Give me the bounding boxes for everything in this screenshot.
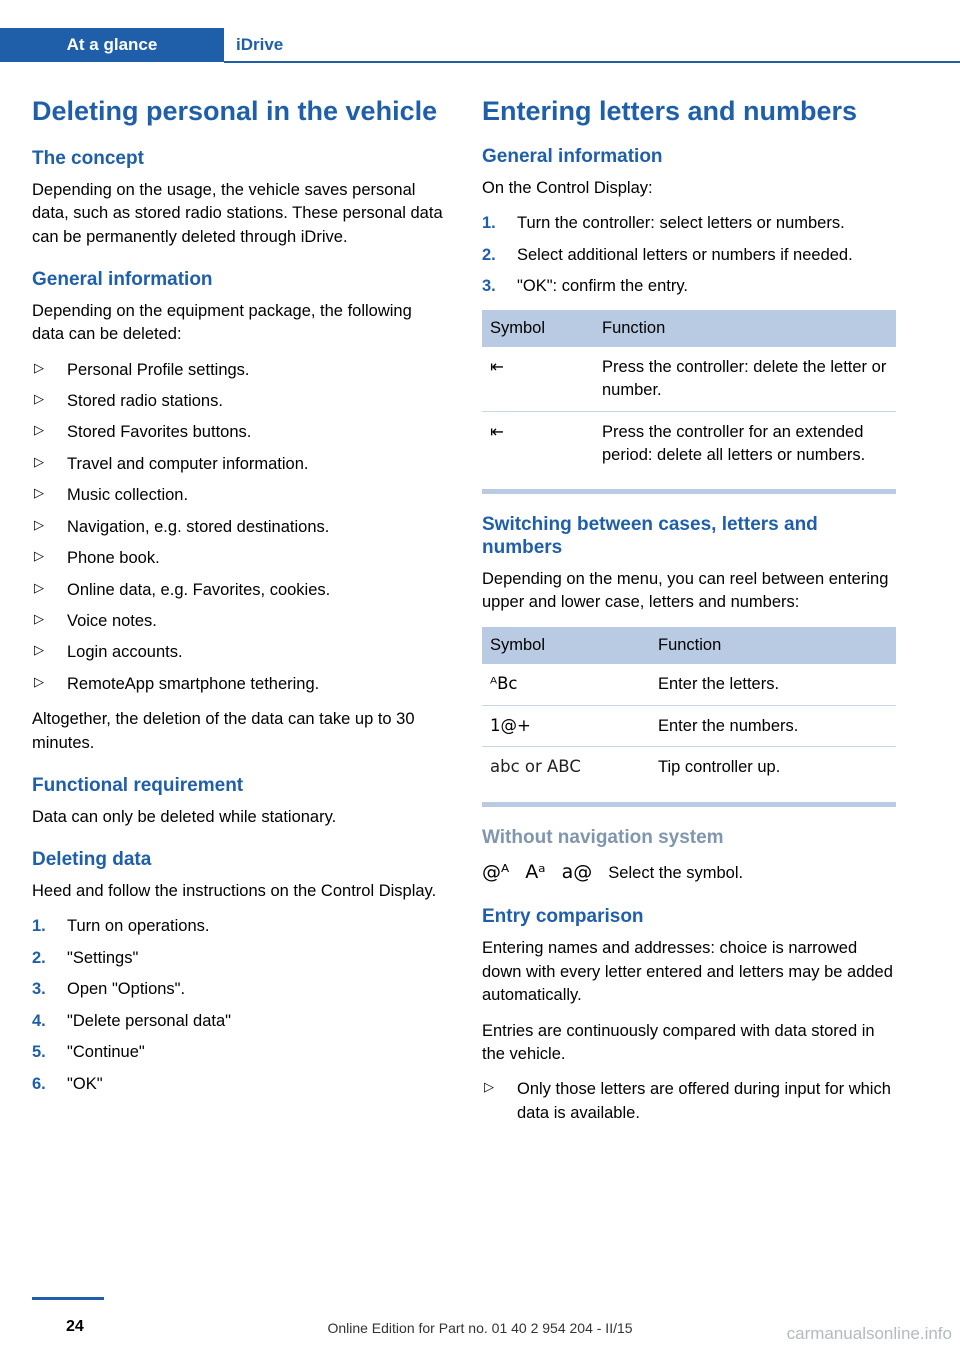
list-item-label: Online data, e.g. Favorites, cookies. [67, 580, 331, 599]
numbers-mode-icon: 1@+ [482, 705, 650, 747]
list-item [32, 547, 446, 570]
heading-general-information-right: General information [482, 145, 663, 167]
heading-deleting-data: Deleting data [32, 849, 152, 871]
table-row [482, 411, 896, 475]
table-row [482, 705, 896, 747]
delete-one-icon: ⇤ [482, 347, 594, 411]
column-header-function: Function [594, 310, 896, 347]
triangle-bullet-icon: ▷ [34, 642, 44, 658]
table-cell-function: Tip controller up. [658, 758, 781, 777]
header-tab-at-a-glance: At a glance [0, 28, 224, 62]
deletion-duration-paragraph: Altogether, the deletion of the data can take up to 30 minutes. [32, 710, 415, 752]
watermark-text: carmanualsonline.info [786, 1324, 952, 1343]
step-number: 5. [32, 1043, 46, 1062]
table-header-row [482, 627, 896, 664]
list-item [482, 275, 896, 298]
list-item [32, 453, 446, 476]
step-number: 4. [32, 1011, 46, 1030]
triangle-bullet-icon: ▷ [34, 516, 44, 532]
right-column [482, 96, 896, 1137]
switching-cases-paragraph: Depending on the menu, you can reel between entering upper and lower case, letters and numbers: [482, 570, 889, 612]
list-item [32, 947, 446, 970]
list-item-label: Travel and computer information. [67, 454, 309, 473]
concept-paragraph: Depending on the usage, the vehicle saves personal data, such as stored radio stations. These personal data can be permanently deleted through iDrive. [32, 180, 443, 246]
case-symbols-table [482, 627, 896, 788]
list-item [482, 212, 896, 235]
case-toggle-icon: abc or ABC [490, 757, 581, 777]
deleting-data-steps [32, 915, 446, 1096]
step-label: "OK" [67, 1074, 103, 1093]
list-item [32, 673, 446, 696]
triangle-bullet-icon: ▷ [34, 673, 44, 689]
table-bottom-bar [482, 489, 896, 494]
list-item [32, 641, 446, 664]
letters-mode-icon: ᴬBᴄ [482, 664, 650, 705]
list-item-label: Login accounts. [67, 643, 183, 662]
without-navigation-symbols-row [482, 858, 896, 887]
step-number: 3. [482, 276, 496, 295]
deletable-data-list [32, 359, 446, 697]
heading-entry-comparison: Entry comparison [482, 906, 644, 928]
heading-without-navigation-system: Without navigation system [482, 827, 724, 849]
step-label: Open "Options". [67, 980, 186, 999]
list-item [32, 610, 446, 633]
table-cell-function: Enter the letters. [650, 664, 896, 705]
heading-general-information-left: General information [32, 268, 213, 290]
footer-divider [32, 1297, 104, 1300]
table-bottom-bar [482, 802, 896, 807]
table-cell-function: Enter the numbers. [650, 705, 896, 747]
step-number: 6. [32, 1074, 46, 1093]
column-header-symbol: Symbol [482, 627, 650, 664]
list-item-label: Music collection. [67, 486, 189, 505]
triangle-bullet-icon: ▷ [484, 1079, 494, 1095]
list-item [32, 915, 446, 938]
symbol-at-uppercase-icon: @ᴬ [482, 860, 510, 883]
heading-functional-requirement: Functional requirement [32, 775, 244, 797]
step-number: 2. [482, 245, 496, 264]
entry-comparison-list [482, 1078, 896, 1125]
page-header [0, 0, 960, 62]
table-row [482, 347, 896, 411]
list-item-label: Navigation, e.g. stored destinations. [67, 517, 330, 536]
list-item-label: Only those letters are offered during input for which data is available. [517, 1080, 891, 1122]
list-item [32, 1073, 446, 1096]
footer-edition-text: Online Edition for Part no. 01 40 2 954 204 - II/15 [327, 1320, 633, 1336]
step-label: Select additional letters or numbers if needed. [517, 245, 853, 264]
table-row [482, 664, 896, 705]
list-item [482, 244, 896, 267]
step-number: 1. [482, 214, 496, 233]
step-number: 3. [32, 980, 46, 999]
column-header-function: Function [650, 627, 896, 664]
triangle-bullet-icon: ▷ [34, 453, 44, 469]
table-cell-function: Press the controller for an extended period: delete all letters or numbers. [602, 422, 866, 464]
table-row [482, 747, 896, 788]
step-label: Turn on operations. [67, 917, 210, 936]
triangle-bullet-icon: ▷ [34, 548, 44, 564]
step-label: "Settings" [67, 948, 139, 967]
triangle-bullet-icon: ▷ [34, 390, 44, 406]
header-section-idrive: iDrive [236, 35, 284, 54]
left-column [32, 96, 446, 1108]
list-item-label: Stored radio stations. [67, 391, 223, 410]
deleting-data-paragraph: Heed and follow the instructions on the Control Display. [32, 882, 437, 901]
step-number: 2. [32, 948, 46, 967]
delete-all-icon: ⇤ [490, 421, 505, 441]
step-number: 1. [32, 917, 46, 936]
step-label: "Delete personal data" [67, 1011, 231, 1030]
symbol-a-at-icon: a@ [561, 860, 593, 883]
case-symbols-table-wrapper [482, 627, 896, 807]
page-number: 24 [66, 1318, 84, 1335]
heading-the-concept: The concept [32, 147, 144, 169]
control-display-paragraph: On the Control Display: [482, 178, 653, 197]
page-title: Deleting personal in the vehicle [32, 96, 438, 126]
triangle-bullet-icon: ▷ [34, 359, 44, 375]
delete-symbols-table [482, 310, 896, 475]
triangle-bullet-icon: ▷ [34, 579, 44, 595]
list-item-label: RemoteApp smartphone tethering. [67, 674, 320, 693]
list-item [32, 421, 446, 444]
step-label: "Continue" [67, 1043, 145, 1062]
list-item [32, 516, 446, 539]
list-item [32, 579, 446, 602]
triangle-bullet-icon: ▷ [34, 485, 44, 501]
list-item [32, 390, 446, 413]
list-item-label: Stored Favorites buttons. [67, 423, 252, 442]
entry-comparison-paragraph-2: Entries are continuously compared with data stored in the vehicle. [482, 1021, 875, 1063]
list-item-label: Phone book. [67, 549, 160, 568]
list-item [32, 1010, 446, 1033]
list-item [32, 359, 446, 382]
without-navigation-text: Select the symbol. [608, 863, 744, 882]
entry-comparison-paragraph-1: Entering names and addresses: choice is narrowed down with every letter entered and letters may be added automatically. [482, 939, 893, 1005]
list-item-label: Personal Profile settings. [67, 360, 250, 379]
triangle-bullet-icon: ▷ [34, 610, 44, 626]
list-item [32, 484, 446, 507]
triangle-bullet-icon: ▷ [34, 422, 44, 438]
entering-steps [482, 212, 896, 298]
table-header-row [482, 310, 896, 347]
step-label: Turn the controller: select letters or numbers. [517, 214, 845, 233]
symbol-a-lowercase-icon: Aᵃ [525, 860, 546, 883]
delete-symbols-table-wrapper [482, 310, 896, 494]
header-divider [224, 61, 960, 63]
heading-switching-cases: Switching between cases, letters and numbers [482, 514, 818, 559]
list-item [482, 1078, 896, 1125]
general-information-paragraph: Depending on the equipment package, the following data can be deleted: [32, 301, 412, 344]
list-item [32, 1041, 446, 1064]
column-header-symbol: Symbol [482, 310, 594, 347]
step-label: "OK": confirm the entry. [517, 276, 688, 295]
section-title-entering-letters: Entering letters and numbers [482, 96, 858, 126]
list-item-label: Voice notes. [67, 611, 157, 630]
table-cell-function: Press the controller: delete the letter or number. [594, 347, 896, 411]
functional-requirement-paragraph: Data can only be deleted while stationary. [32, 807, 337, 826]
list-item [32, 978, 446, 1001]
